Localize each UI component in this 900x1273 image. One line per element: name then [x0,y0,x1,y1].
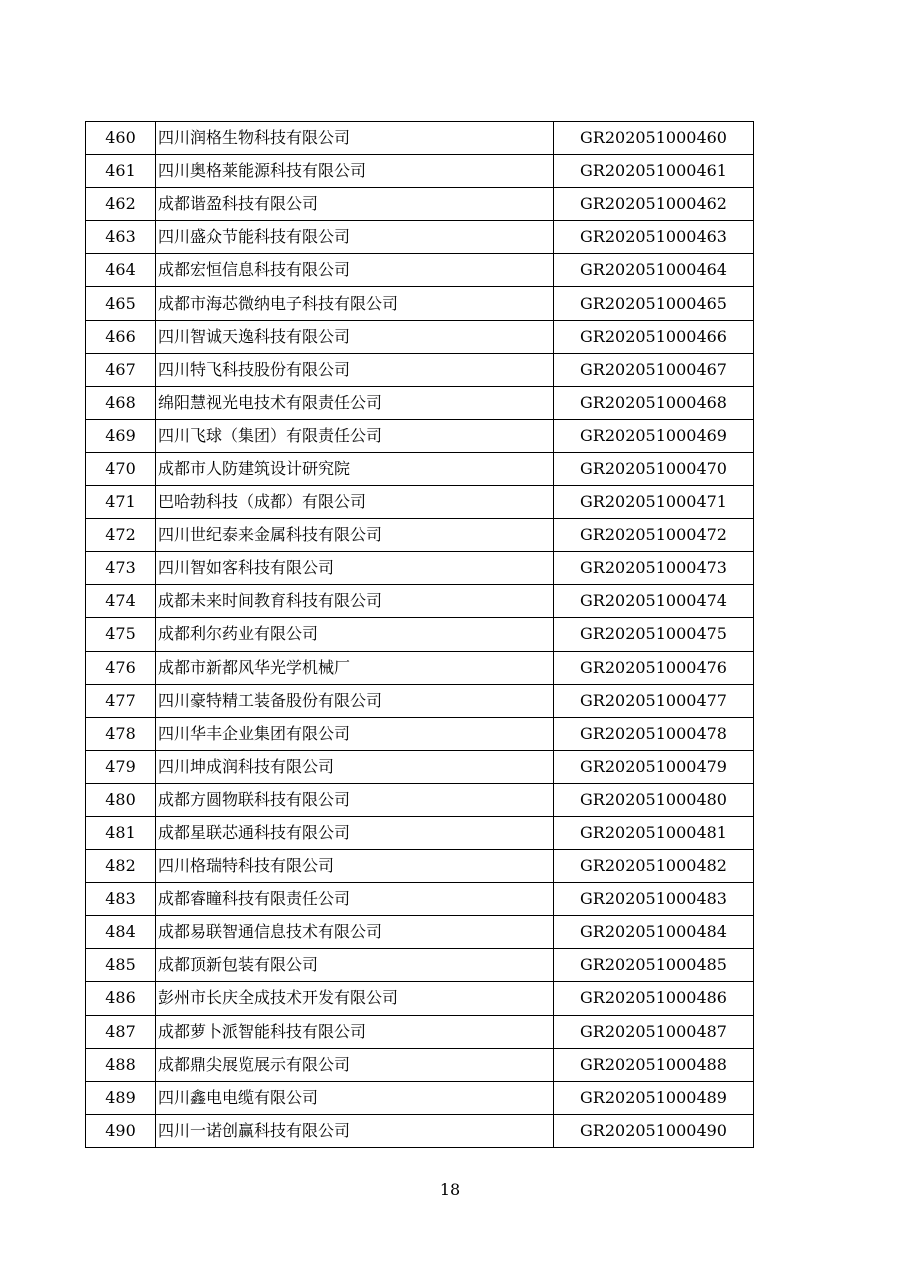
row-number-cell: 486 [86,982,156,1015]
company-name-cell: 成都宏恒信息科技有限公司 [156,254,554,287]
certificate-code-cell: GR202051000474 [554,585,754,618]
page-number: 18 [439,1180,461,1199]
company-name-cell: 成都市人防建筑设计研究院 [156,452,554,485]
certificate-code-cell: GR202051000478 [554,717,754,750]
certificate-code-cell: GR202051000489 [554,1081,754,1114]
row-number-cell: 479 [86,750,156,783]
certificate-code-cell: GR202051000487 [554,1015,754,1048]
table-row [86,1015,754,1048]
certificate-code-cell: GR202051000470 [554,452,754,485]
company-name-cell: 四川鑫电电缆有限公司 [156,1081,554,1114]
certificate-code-cell: GR202051000468 [554,386,754,419]
table-row [86,452,754,485]
table-row [86,949,754,982]
certificate-code-cell: GR202051000475 [554,618,754,651]
company-name-cell: 四川华丰企业集团有限公司 [156,717,554,750]
row-number-cell: 480 [86,783,156,816]
table-row [86,816,754,849]
company-name-cell: 四川豪特精工装备股份有限公司 [156,684,554,717]
certificate-code-cell: GR202051000477 [554,684,754,717]
company-name-cell: 四川奥格莱能源科技有限公司 [156,155,554,188]
row-number-cell: 468 [86,386,156,419]
company-name-cell: 四川特飞科技股份有限公司 [156,353,554,386]
table-row [86,188,754,221]
company-name-cell: 成都未来时间教育科技有限公司 [156,585,554,618]
row-number-cell: 467 [86,353,156,386]
certificate-code-cell: GR202051000485 [554,949,754,982]
table-row [86,155,754,188]
row-number-cell: 462 [86,188,156,221]
company-name-cell: 四川飞球（集团）有限责任公司 [156,419,554,452]
row-number-cell: 460 [86,122,156,155]
company-name-cell: 成都萝卜派智能科技有限公司 [156,1015,554,1048]
row-number-cell: 465 [86,287,156,320]
table-row [86,287,754,320]
table-row [86,519,754,552]
certificate-code-cell: GR202051000480 [554,783,754,816]
table-row [86,486,754,519]
table-row [86,618,754,651]
table-row [86,1081,754,1114]
row-number-cell: 478 [86,717,156,750]
certificate-code-cell: GR202051000467 [554,353,754,386]
company-name-cell: 成都方圆物联科技有限公司 [156,783,554,816]
certificate-code-cell: GR202051000488 [554,1048,754,1081]
row-number-cell: 490 [86,1114,156,1147]
company-name-cell: 成都顶新包装有限公司 [156,949,554,982]
certificate-code-cell: GR202051000472 [554,519,754,552]
company-name-cell: 成都易联智通信息技术有限公司 [156,916,554,949]
row-number-cell: 475 [86,618,156,651]
company-name-cell: 成都谐盈科技有限公司 [156,188,554,221]
certificate-code-cell: GR202051000473 [554,552,754,585]
company-name-cell: 成都星联芯通科技有限公司 [156,816,554,849]
company-name-cell: 彭州市长庆全成技术开发有限公司 [156,982,554,1015]
row-number-cell: 463 [86,221,156,254]
company-name-cell: 成都鼎尖展览展示有限公司 [156,1048,554,1081]
table-row [86,419,754,452]
certificate-code-cell: GR202051000465 [554,287,754,320]
company-name-cell: 四川一诺创赢科技有限公司 [156,1114,554,1147]
company-name-cell: 四川润格生物科技有限公司 [156,122,554,155]
certificate-code-cell: GR202051000460 [554,122,754,155]
certificate-code-cell: GR202051000463 [554,221,754,254]
row-number-cell: 487 [86,1015,156,1048]
table-row [86,883,754,916]
row-number-cell: 484 [86,916,156,949]
company-name-cell: 四川世纪泰来金属科技有限公司 [156,519,554,552]
table-row [86,1048,754,1081]
row-number-cell: 476 [86,651,156,684]
company-name-cell: 成都市海芯微纳电子科技有限公司 [156,287,554,320]
company-name-cell: 四川智诚天逸科技有限公司 [156,320,554,353]
table-row [86,585,754,618]
row-number-cell: 483 [86,883,156,916]
certificate-code-cell: GR202051000481 [554,816,754,849]
company-name-cell: 四川坤成润科技有限公司 [156,750,554,783]
row-number-cell: 489 [86,1081,156,1114]
row-number-cell: 481 [86,816,156,849]
table-row [86,651,754,684]
company-name-cell: 四川智如客科技有限公司 [156,552,554,585]
company-name-cell: 成都睿瞳科技有限责任公司 [156,883,554,916]
company-name-cell: 四川格瑞特科技有限公司 [156,850,554,883]
company-name-cell: 成都利尔药业有限公司 [156,618,554,651]
table-row [86,353,754,386]
certificate-code-cell: GR202051000482 [554,850,754,883]
certificate-code-cell: GR202051000490 [554,1114,754,1147]
certificate-code-cell: GR202051000462 [554,188,754,221]
row-number-cell: 488 [86,1048,156,1081]
table-row [86,850,754,883]
row-number-cell: 482 [86,850,156,883]
certificate-code-cell: GR202051000464 [554,254,754,287]
certificate-code-cell: GR202051000486 [554,982,754,1015]
table-row [86,750,754,783]
certificate-code-cell: GR202051000479 [554,750,754,783]
company-table-body [86,122,754,1148]
row-number-cell: 466 [86,320,156,353]
certificate-code-cell: GR202051000476 [554,651,754,684]
certificate-code-cell: GR202051000471 [554,486,754,519]
table-row [86,221,754,254]
row-number-cell: 461 [86,155,156,188]
table-row [86,783,754,816]
row-number-cell: 464 [86,254,156,287]
table-row [86,386,754,419]
row-number-cell: 469 [86,419,156,452]
row-number-cell: 472 [86,519,156,552]
company-name-cell: 绵阳慧视光电技术有限责任公司 [156,386,554,419]
table-row [86,982,754,1015]
company-name-cell: 四川盛众节能科技有限公司 [156,221,554,254]
row-number-cell: 473 [86,552,156,585]
certificate-code-cell: GR202051000469 [554,419,754,452]
company-table [85,121,754,1148]
table-row [86,717,754,750]
row-number-cell: 470 [86,452,156,485]
table-row [86,320,754,353]
table-row [86,122,754,155]
company-name-cell: 巴哈勃科技（成都）有限公司 [156,486,554,519]
table-row [86,684,754,717]
certificate-code-cell: GR202051000461 [554,155,754,188]
table-row [86,552,754,585]
certificate-code-cell: GR202051000484 [554,916,754,949]
table-row [86,1114,754,1147]
row-number-cell: 477 [86,684,156,717]
table-row [86,254,754,287]
certificate-code-cell: GR202051000483 [554,883,754,916]
row-number-cell: 474 [86,585,156,618]
company-name-cell: 成都市新都风华光学机械厂 [156,651,554,684]
row-number-cell: 485 [86,949,156,982]
certificate-code-cell: GR202051000466 [554,320,754,353]
row-number-cell: 471 [86,486,156,519]
table-row [86,916,754,949]
